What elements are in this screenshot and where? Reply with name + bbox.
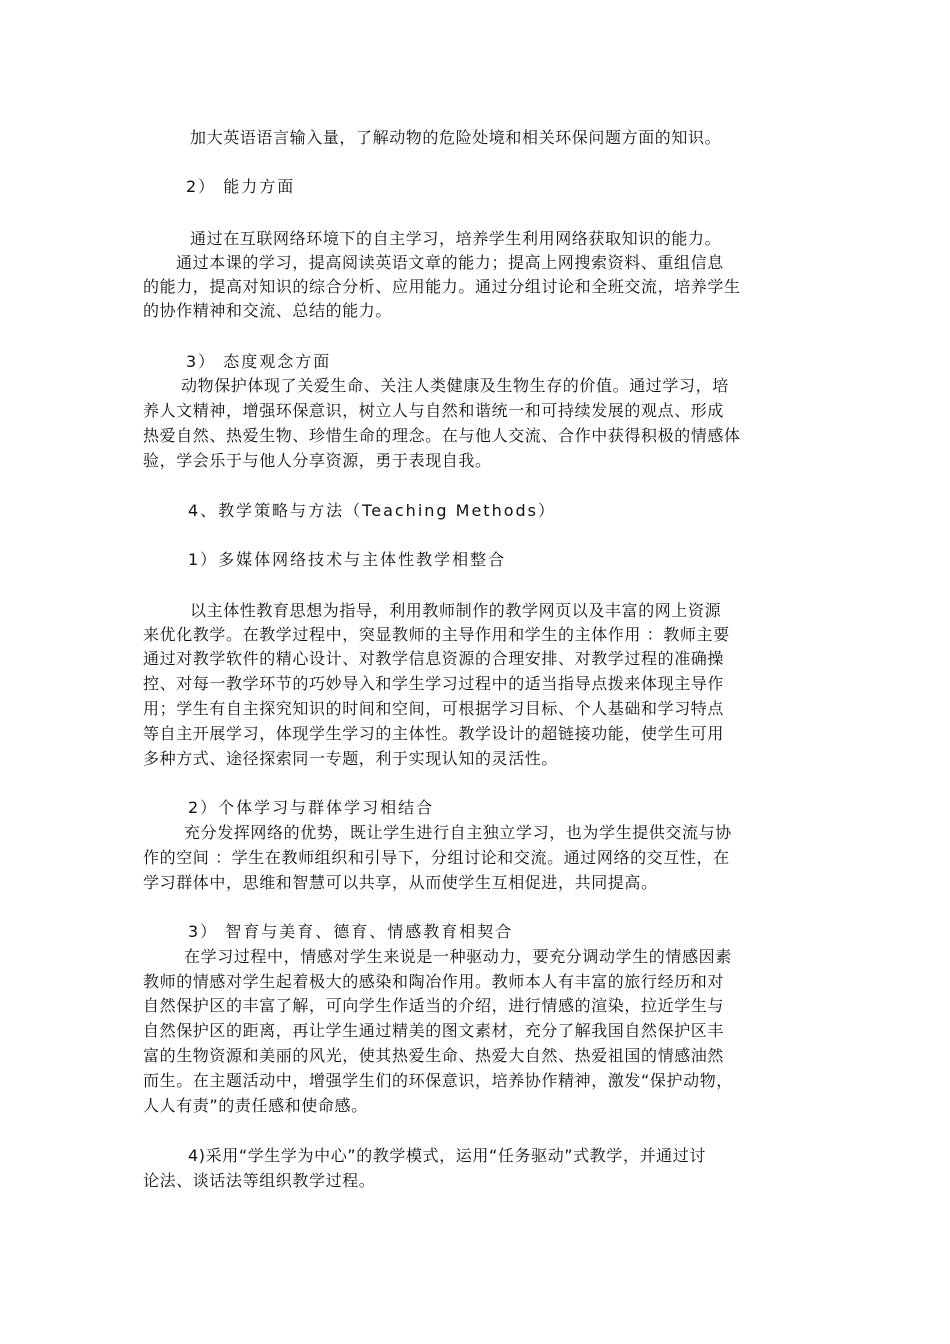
paragraph-line: 多种方式、途径探索同一专题，利于实现认知的灵活性。: [143, 749, 559, 768]
paragraph-line: 作的空间 ：学生在教师组织和引导下，分组讨论和交流。通过网络的交互性，在: [143, 848, 730, 867]
section-heading: 3） 智育与美育、德育、情感教育相契合: [188, 922, 514, 941]
paragraph-line: 养人文精神，增强环保意识，树立人与自然和谐统一和可持续发展的观点、形成: [143, 401, 725, 420]
paragraph-line: 验，学会乐于与他人分享资源，勇于表现自我。: [143, 451, 492, 470]
section-heading: 2） 能力方面: [186, 177, 296, 196]
paragraph-line: 的能力，提高对知识的综合分析、应用能力。通过分组讨论和全班交流，培养学生: [143, 277, 741, 296]
paragraph-line: 学习群体中，思维和智慧可以共享，从而使学生互相促进，共同提高。: [143, 873, 658, 892]
paragraph-line: 加大英语语言输入量，了解动物的危险处境和相关环保问题方面的知识。: [190, 128, 722, 147]
section-heading: 2）个体学习与群体学习相结合: [188, 798, 435, 817]
paragraph-line: 通过本课的学习，提高阅读英语文章的能力；提高上网搜索资料、重组信息: [176, 253, 724, 272]
paragraph-line: 热爱自然、热爱生物、珍惜生命的理念。在与他人交流、合作中获得积极的情感体: [143, 426, 741, 445]
paragraph-line: 而生。在主题活动中，增强学生们的环保意识，培养协作精神，激发“保护动物，: [143, 1071, 733, 1090]
paragraph-line: 自然保护区的距离，再让学生通过精美的图文素材，充分了解我国自然保护区丰: [143, 1021, 725, 1040]
paragraph-line: 论法、谈话法等组织教学过程。: [143, 1171, 376, 1190]
paragraph-line: 在学习过程中，情感对学生来说是一种驱动力，要充分调动学生的情感因素: [184, 947, 732, 966]
paragraph-line: 充分发挥网络的优势，既让学生进行自主独立学习，也为学生提供交流与协: [184, 823, 732, 842]
paragraph-line: 等自主开展学习，体现学生学习的主体性。教学设计的超链接功能，使学生可用: [143, 724, 725, 743]
paragraph-line: 通过对教学软件的精心设计、对教学信息资源的合理安排、对教学过程的准确操: [143, 649, 725, 668]
paragraph-line: 通过在互联网络环境下的自主学习，培养学生利用网络获取知识的能力。: [190, 229, 722, 248]
paragraph-line: 来优化教学。在教学过程中，突显教师的主导作用和学生的主体作用 ：教师主要: [143, 625, 730, 644]
paragraph-line: 自然保护区的丰富了解，可向学生作适当的介绍，进行情感的渲染，拉近学生与: [143, 996, 725, 1015]
paragraph-line: 4)采用“学生学为中心”的教学模式，运用“任务驱动”式教学，并通过讨: [188, 1146, 706, 1165]
paragraph-line: 教师的情感对学生起着极大的感染和陶冶作用。教师本人有丰富的旅行经历和对: [143, 972, 725, 991]
section-heading: 4、教学策略与方法（Teaching Methods）: [188, 501, 556, 520]
section-heading: 3） 态度观念方面: [186, 352, 332, 371]
paragraph-line: 以主体性教育思想为指导，利用教师制作的教学网页以及丰富的网上资源: [190, 601, 722, 620]
section-heading: 1）多媒体网络技术与主体性教学相整合: [188, 550, 507, 569]
paragraph-line: 人人有责”的责任感和使命感。: [143, 1096, 368, 1115]
paragraph-line: 的协作精神和交流、总结的能力。: [143, 301, 393, 320]
paragraph-line: 控、对每一教学环节的巧妙导入和学生学习过程中的适当指导点拨来体现主导作: [143, 674, 725, 693]
paragraph-line: 富的生物资源和美丽的风光，使其热爱生命、热爱大自然、热爱祖国的情感油然: [143, 1046, 725, 1065]
paragraph-line: 用；学生有自主探究知识的时间和空间，可根据学习目标、个人基础和学习特点: [143, 699, 725, 718]
paragraph-line: 动物保护体现了关爱生命、关注人类健康及生物生存的价值。通过学习，培: [181, 376, 729, 395]
